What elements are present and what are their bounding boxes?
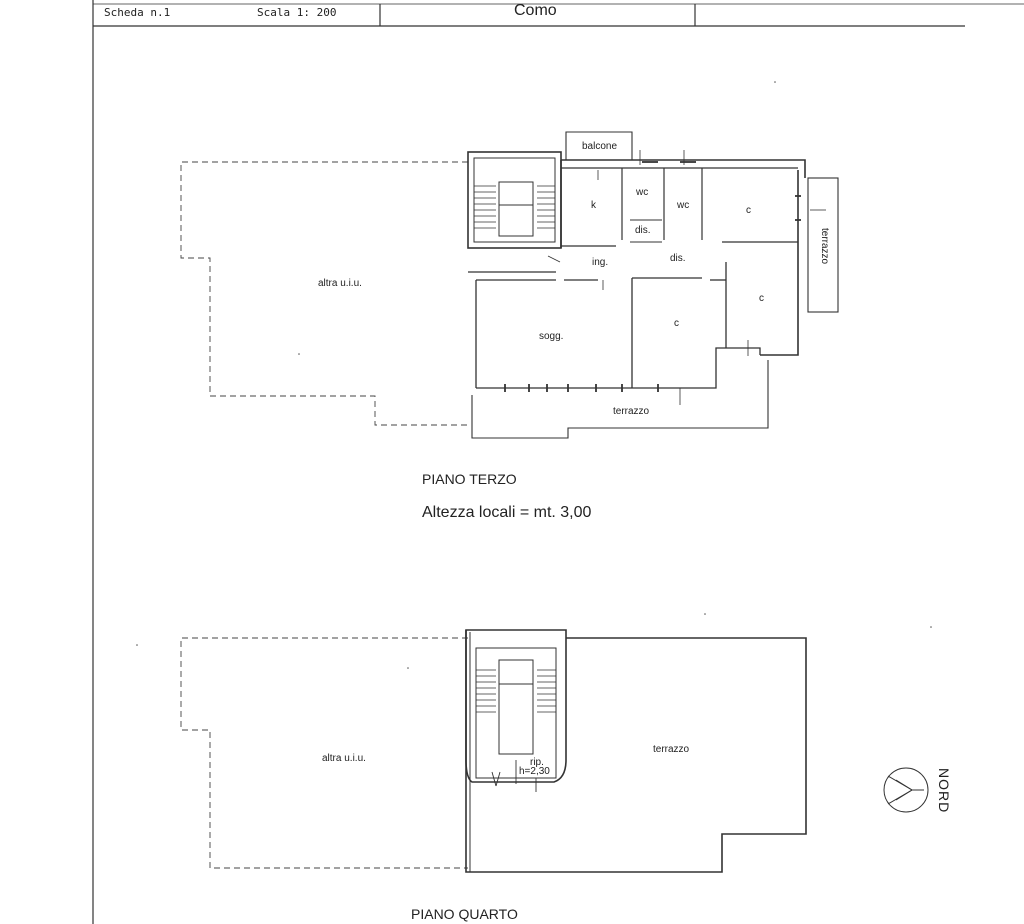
- floor3-kitchen-label: k: [591, 200, 596, 211]
- floor4-walls: [466, 630, 806, 872]
- floor4-terrazzo-label: terrazzo: [653, 744, 690, 755]
- floor3-terrazzo-side-label: terrazzo: [819, 228, 830, 265]
- floor3-apartment-walls: [468, 132, 838, 438]
- compass-nord-label: NORD: [936, 768, 952, 814]
- floor3-altra-uiu-outline: [181, 162, 468, 425]
- floor3-altra-uiu-label: altra u.i.u.: [318, 278, 362, 289]
- floor3-camera2-label: c: [759, 293, 764, 304]
- floor3-soggiorno-label: sogg.: [539, 331, 564, 342]
- floor3-ingresso-label: ing.: [592, 257, 609, 268]
- scala-label: Scala 1: 200: [257, 6, 337, 19]
- floor3-camera1-label: c: [746, 205, 751, 216]
- floor4-ripostiglio-height: h=2,30: [519, 766, 550, 777]
- floor4-ripostiglio-label: rip.: [530, 757, 544, 768]
- floor3-wc1-label: wc: [636, 187, 649, 198]
- floor4-altra-uiu-label: altra u.i.u.: [322, 753, 366, 764]
- floor4-title: PIANO QUARTO: [411, 906, 518, 922]
- floor3-wc2-label: wc: [677, 200, 690, 211]
- floor3-terrazzo-front-label: terrazzo: [613, 406, 650, 417]
- floor3-camera3-label: c: [674, 318, 679, 329]
- floor3-dis1-label: dis.: [635, 225, 651, 236]
- floor3-dis2-label: dis.: [670, 253, 686, 264]
- floor3-title: PIANO TERZO: [422, 471, 517, 487]
- compass-symbol: [884, 768, 928, 812]
- comune-label: Como: [514, 2, 557, 19]
- floor3-balcone-label: balcone: [582, 141, 618, 152]
- scheda-label: Scheda n.1: [104, 6, 171, 19]
- floor3-height-note: Altezza locali = mt. 3,00: [422, 504, 592, 521]
